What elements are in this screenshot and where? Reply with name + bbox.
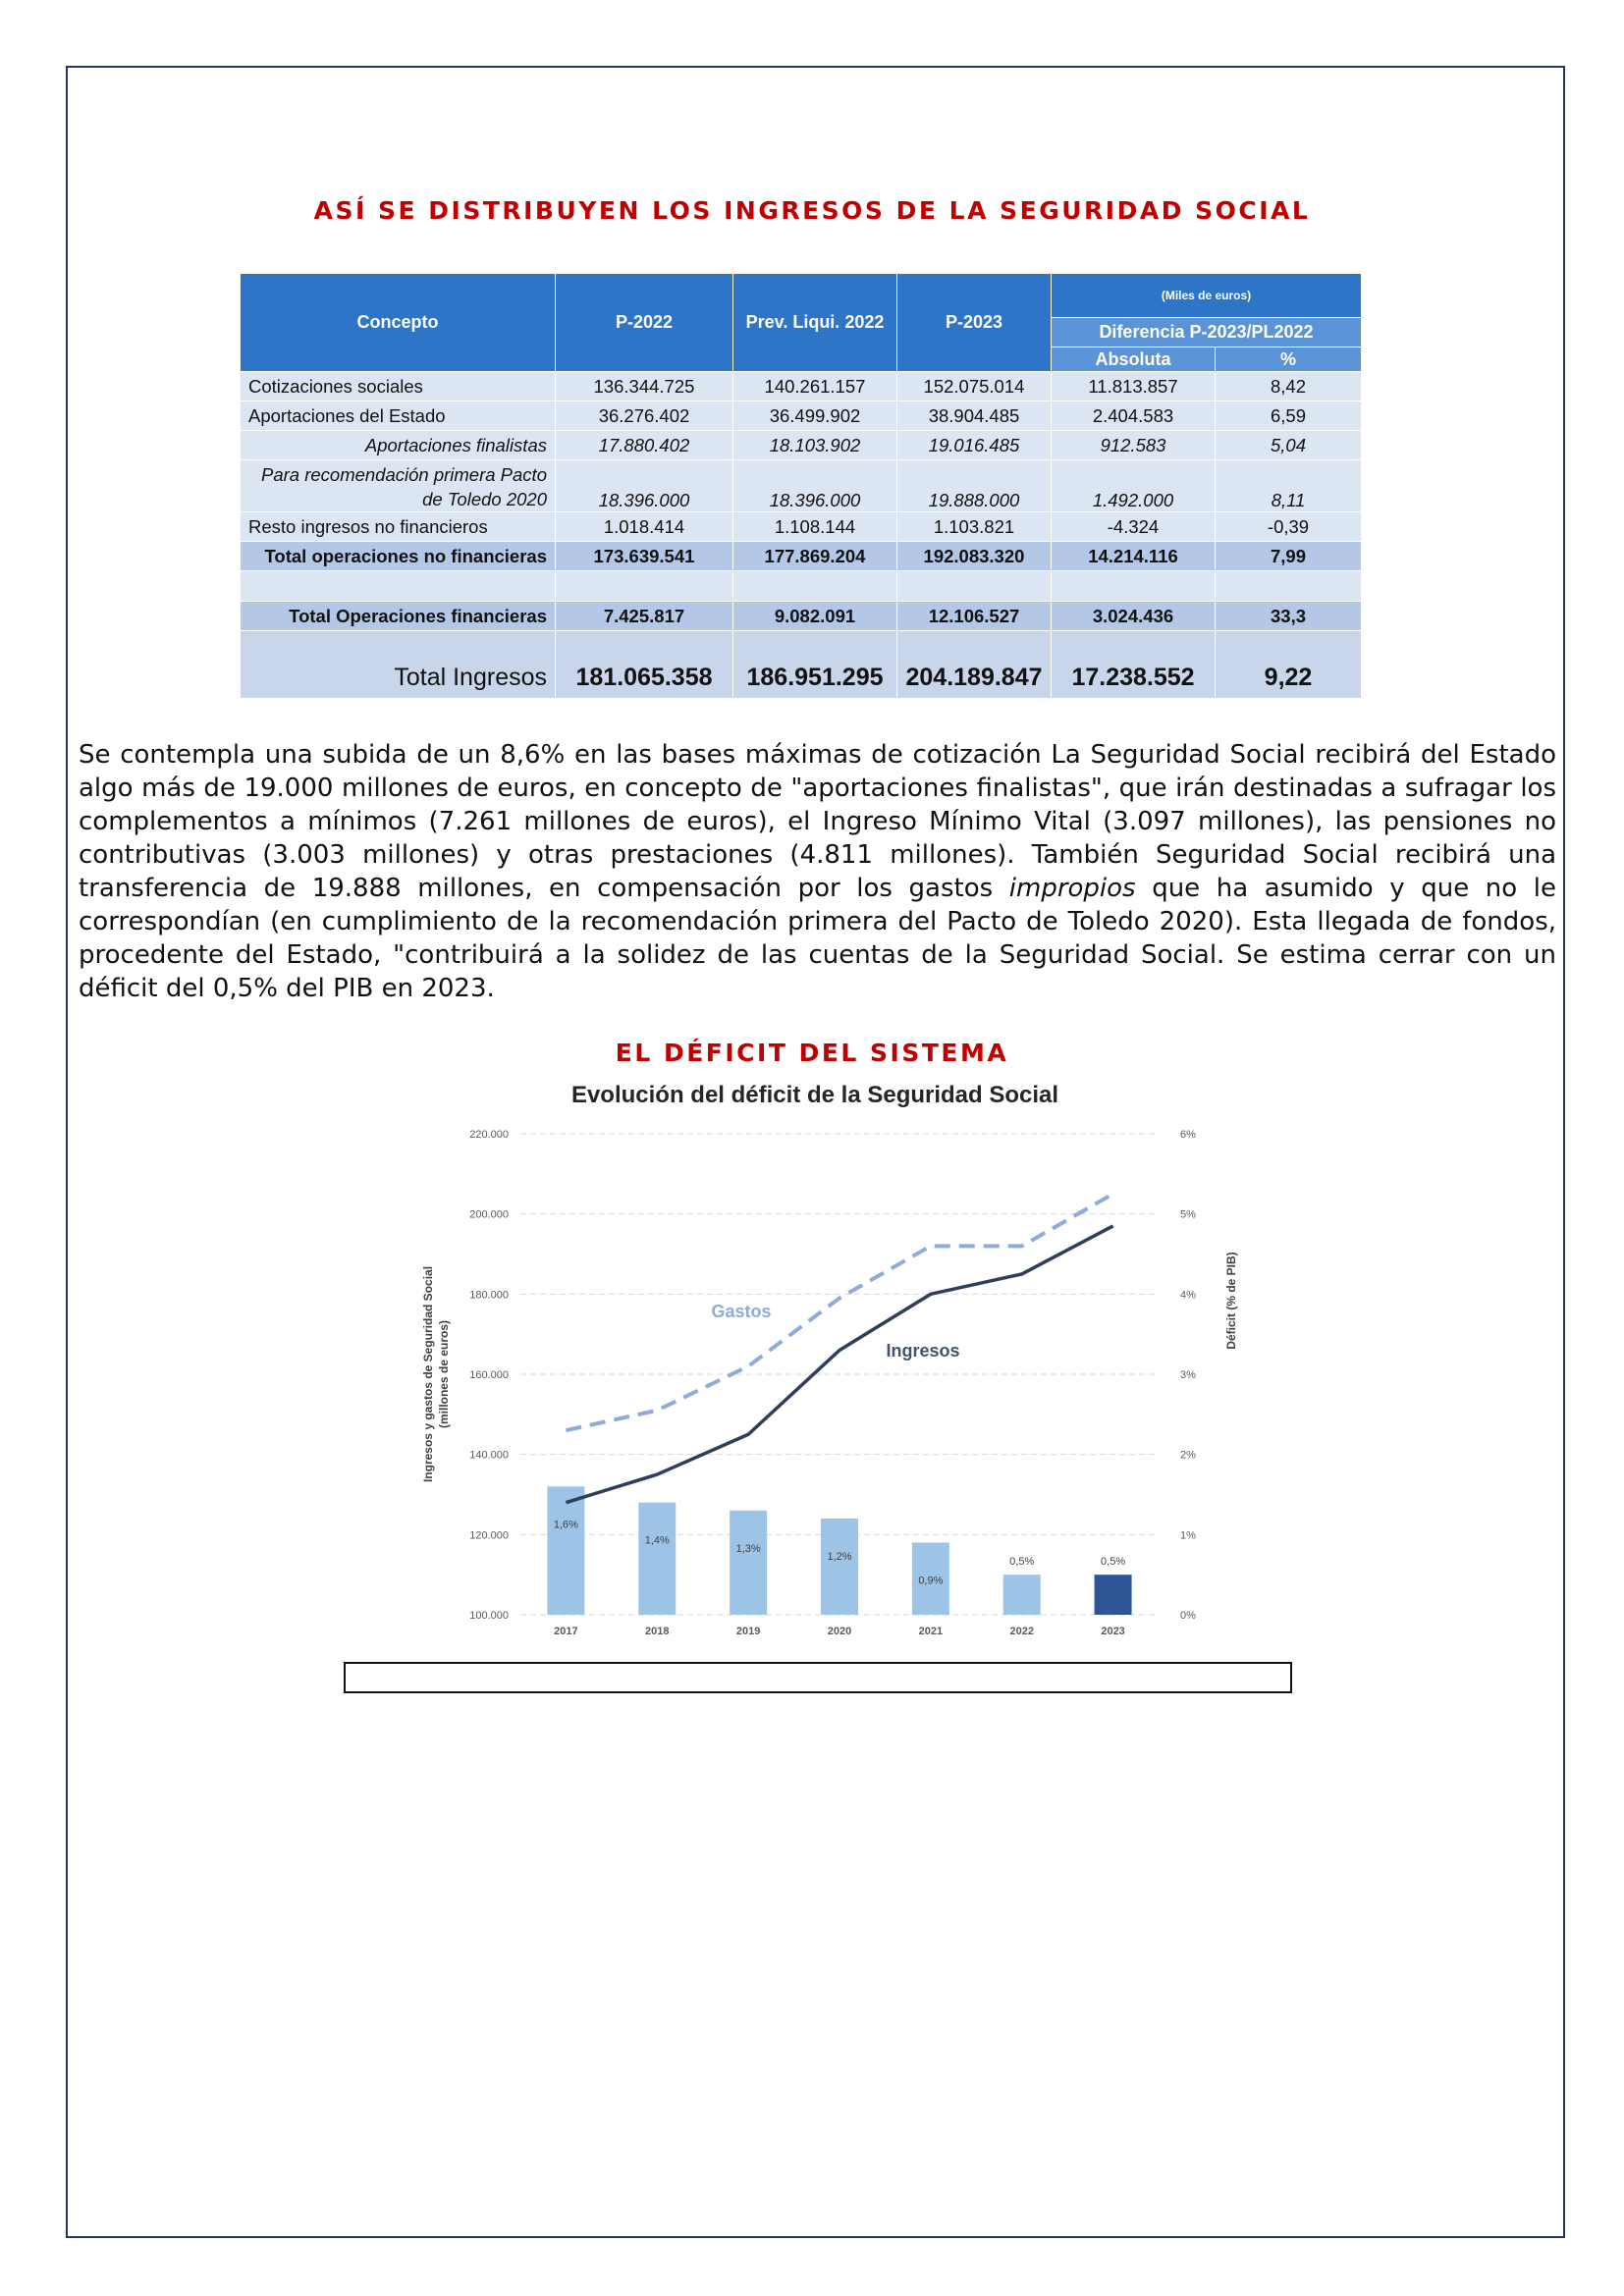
cell-pct: 7,99	[1216, 542, 1362, 571]
right-tick-label: 2%	[1180, 1449, 1196, 1462]
cell-prev: 177.869.204	[733, 542, 897, 571]
cell-abs: 11.813.857	[1052, 372, 1216, 401]
gastos-line	[566, 1194, 1112, 1430]
row-label: Cotizaciones sociales	[241, 372, 556, 401]
cell-pct: 33,3	[1216, 602, 1362, 631]
paragraph-text-1: Se contempla una subida de un 8,6% en las bases máximas de cotización La Seguridad Social recibirá del Estado algo más de 19.000 millones de euros, en concepto de "aportaciones finalistas", que irán destinadas a sufragar los complementos a mínimos (7.261 millones de euros), el Ingreso Mínimo Vital (3.097 millones), las pensiones no contributivas (3.003 millones) y otras prestaciones (4.811 millones). También Seguridad Social recibirá una transferencia de 19.888 millones, en compensación por los gastos	[79, 740, 1556, 903]
table-row	[241, 460, 1362, 512]
deficit-bar	[1095, 1575, 1132, 1615]
table-row-total	[241, 602, 1362, 631]
deficit-chart	[412, 1075, 1238, 1654]
cell-prev: 186.951.295	[733, 631, 897, 699]
cell-pct: -0,39	[1216, 512, 1362, 542]
header-p2022: P-2022	[556, 274, 733, 372]
right-tick-label: 3%	[1180, 1369, 1196, 1381]
cell-p2022: 173.639.541	[556, 542, 733, 571]
deficit-label: 0,9%	[918, 1575, 944, 1587]
row-label: Resto ingresos no financieros	[241, 512, 556, 542]
x-tick-label: 2019	[735, 1626, 761, 1637]
cell-p2023: 152.075.014	[897, 372, 1052, 401]
cell-abs: -4.324	[1052, 512, 1216, 542]
deficit-label: 0,5%	[1101, 1556, 1126, 1569]
cell-p2022: 181.065.358	[556, 631, 733, 699]
table-spacer-row	[241, 571, 1362, 602]
x-tick-label: 2017	[554, 1626, 578, 1637]
cell-pct: 9,22	[1216, 631, 1362, 699]
section-title-ingresos: ASÍ SE DISTRIBUYEN LOS INGRESOS DE LA SEGURIDAD SOCIAL	[313, 196, 1311, 225]
cell-p2023: 38.904.485	[897, 401, 1052, 431]
table-row	[241, 512, 1362, 542]
cell-p2023: 19.016.485	[897, 431, 1052, 460]
deficit-bar	[730, 1511, 767, 1615]
x-tick-label: 2021	[918, 1626, 944, 1637]
header-p2023: P-2023	[897, 274, 1052, 372]
cell-abs: 14.214.116	[1052, 542, 1216, 571]
cell-p2023: 19.888.000	[897, 460, 1052, 512]
left-tick-label: 160.000	[469, 1369, 509, 1381]
row-label: Total Operaciones financieras	[241, 602, 556, 631]
cell-p2022: 17.880.402	[556, 431, 733, 460]
empty-caption-box	[344, 1662, 1292, 1693]
x-tick-label: 2022	[1009, 1626, 1034, 1637]
cell-prev: 140.261.157	[733, 372, 897, 401]
cell-abs: 3.024.436	[1052, 602, 1216, 631]
table-row	[241, 431, 1362, 460]
cell-prev: 9.082.091	[733, 602, 897, 631]
right-tick-label: 6%	[1180, 1129, 1196, 1141]
left-tick-label: 100.000	[469, 1610, 509, 1622]
row-label: Aportaciones del Estado	[241, 401, 556, 431]
cell-pct: 5,04	[1216, 431, 1362, 460]
deficit-bar	[638, 1503, 676, 1615]
deficit-label: 1,6%	[553, 1519, 578, 1531]
row-label: Total operaciones no financieras	[241, 542, 556, 571]
cell-p2022: 1.018.414	[556, 512, 733, 542]
deficit-bar	[1003, 1575, 1041, 1615]
ingresos-table	[240, 273, 1362, 699]
cell-pct: 8,42	[1216, 372, 1362, 401]
deficit-bar	[821, 1519, 858, 1615]
section-title-deficit: EL DÉFICIT DEL SISTEMA	[615, 1039, 1009, 1067]
table-row	[241, 401, 1362, 431]
left-tick-label: 200.000	[469, 1208, 509, 1221]
cell-p2022: 7.425.817	[556, 602, 733, 631]
cell-p2023: 204.189.847	[897, 631, 1052, 699]
deficit-label: 0,5%	[1009, 1556, 1035, 1569]
left-tick-label: 140.000	[469, 1449, 509, 1462]
ingresos-line	[566, 1226, 1112, 1503]
body-paragraph	[79, 738, 1556, 1005]
x-tick-label: 2020	[827, 1626, 852, 1637]
header-concepto: Concepto	[241, 274, 556, 372]
cell-pct: 8,11	[1216, 460, 1362, 512]
cell-prev: 36.499.902	[733, 401, 897, 431]
cell-abs: 912.583	[1052, 431, 1216, 460]
row-label: Total Ingresos	[241, 631, 556, 699]
cell-p2022: 18.396.000	[556, 460, 733, 512]
paragraph-text-2: que ha asumido y que no le correspondían (en cumplimiento de la recomendación primera del Pacto de Toledo 2020). Esta llegada de fondos, procedente del Estado, "contribuirá a la solidez de las cuentas de la Seguridad Social. Se estima cerrar con un déficit del 0,5% del PIB en 2023.	[79, 874, 1556, 1003]
paragraph-italic: impropios	[1008, 874, 1136, 903]
cell-prev: 1.108.144	[733, 512, 897, 542]
right-tick-label: 5%	[1180, 1208, 1196, 1221]
cell-abs: 1.492.000	[1052, 460, 1216, 512]
cell-p2022: 36.276.402	[556, 401, 733, 431]
cell-prev: 18.103.902	[733, 431, 897, 460]
cell-p2023: 12.106.527	[897, 602, 1052, 631]
cell-pct: 6,59	[1216, 401, 1362, 431]
deficit-label: 1,4%	[644, 1534, 670, 1547]
units-note: (Miles de euros)	[1052, 274, 1362, 318]
header-diferencia: Diferencia P-2023/PL2022	[1052, 318, 1362, 347]
right-tick-label: 4%	[1180, 1289, 1196, 1302]
header-prev: Prev. Liqui. 2022	[733, 274, 897, 372]
header-absoluta: Absoluta	[1052, 347, 1216, 372]
cell-p2023: 192.083.320	[897, 542, 1052, 571]
table-row	[241, 372, 1362, 401]
cell-prev: 18.396.000	[733, 460, 897, 512]
cell-p2022: 136.344.725	[556, 372, 733, 401]
x-tick-label: 2018	[645, 1626, 670, 1637]
right-tick-label: 1%	[1180, 1529, 1196, 1542]
left-axis-subtitle: (millones de euros)	[437, 1319, 451, 1429]
table-row-grand-total	[241, 631, 1362, 699]
left-axis-title: Ingresos y gastos de Seguridad Social	[421, 1265, 435, 1483]
table-row-total	[241, 542, 1362, 571]
deficit-label: 1,2%	[827, 1551, 852, 1563]
header-pct: %	[1216, 347, 1362, 372]
left-tick-label: 180.000	[469, 1289, 509, 1302]
chart-title: Evolución del déficit de la Seguridad Social	[570, 1082, 1059, 1108]
cell-p2023: 1.103.821	[897, 512, 1052, 542]
deficit-label: 1,3%	[735, 1542, 761, 1555]
row-label: Para recomendación primera Pacto de Toledo 2020	[241, 460, 556, 512]
right-axis-title: Déficit (% de PIB)	[1224, 1252, 1238, 1350]
row-label: Aportaciones finalistas	[241, 431, 556, 460]
cell-abs: 2.404.583	[1052, 401, 1216, 431]
deficit-bar	[547, 1486, 584, 1615]
left-tick-label: 120.000	[469, 1529, 509, 1542]
cell-abs: 17.238.552	[1052, 631, 1216, 699]
series-label-ingresos: Ingresos	[886, 1341, 960, 1361]
x-tick-label: 2023	[1101, 1626, 1125, 1637]
series-label-gastos: Gastos	[711, 1302, 772, 1321]
right-tick-label: 0%	[1180, 1610, 1196, 1622]
left-tick-label: 220.000	[469, 1129, 509, 1141]
